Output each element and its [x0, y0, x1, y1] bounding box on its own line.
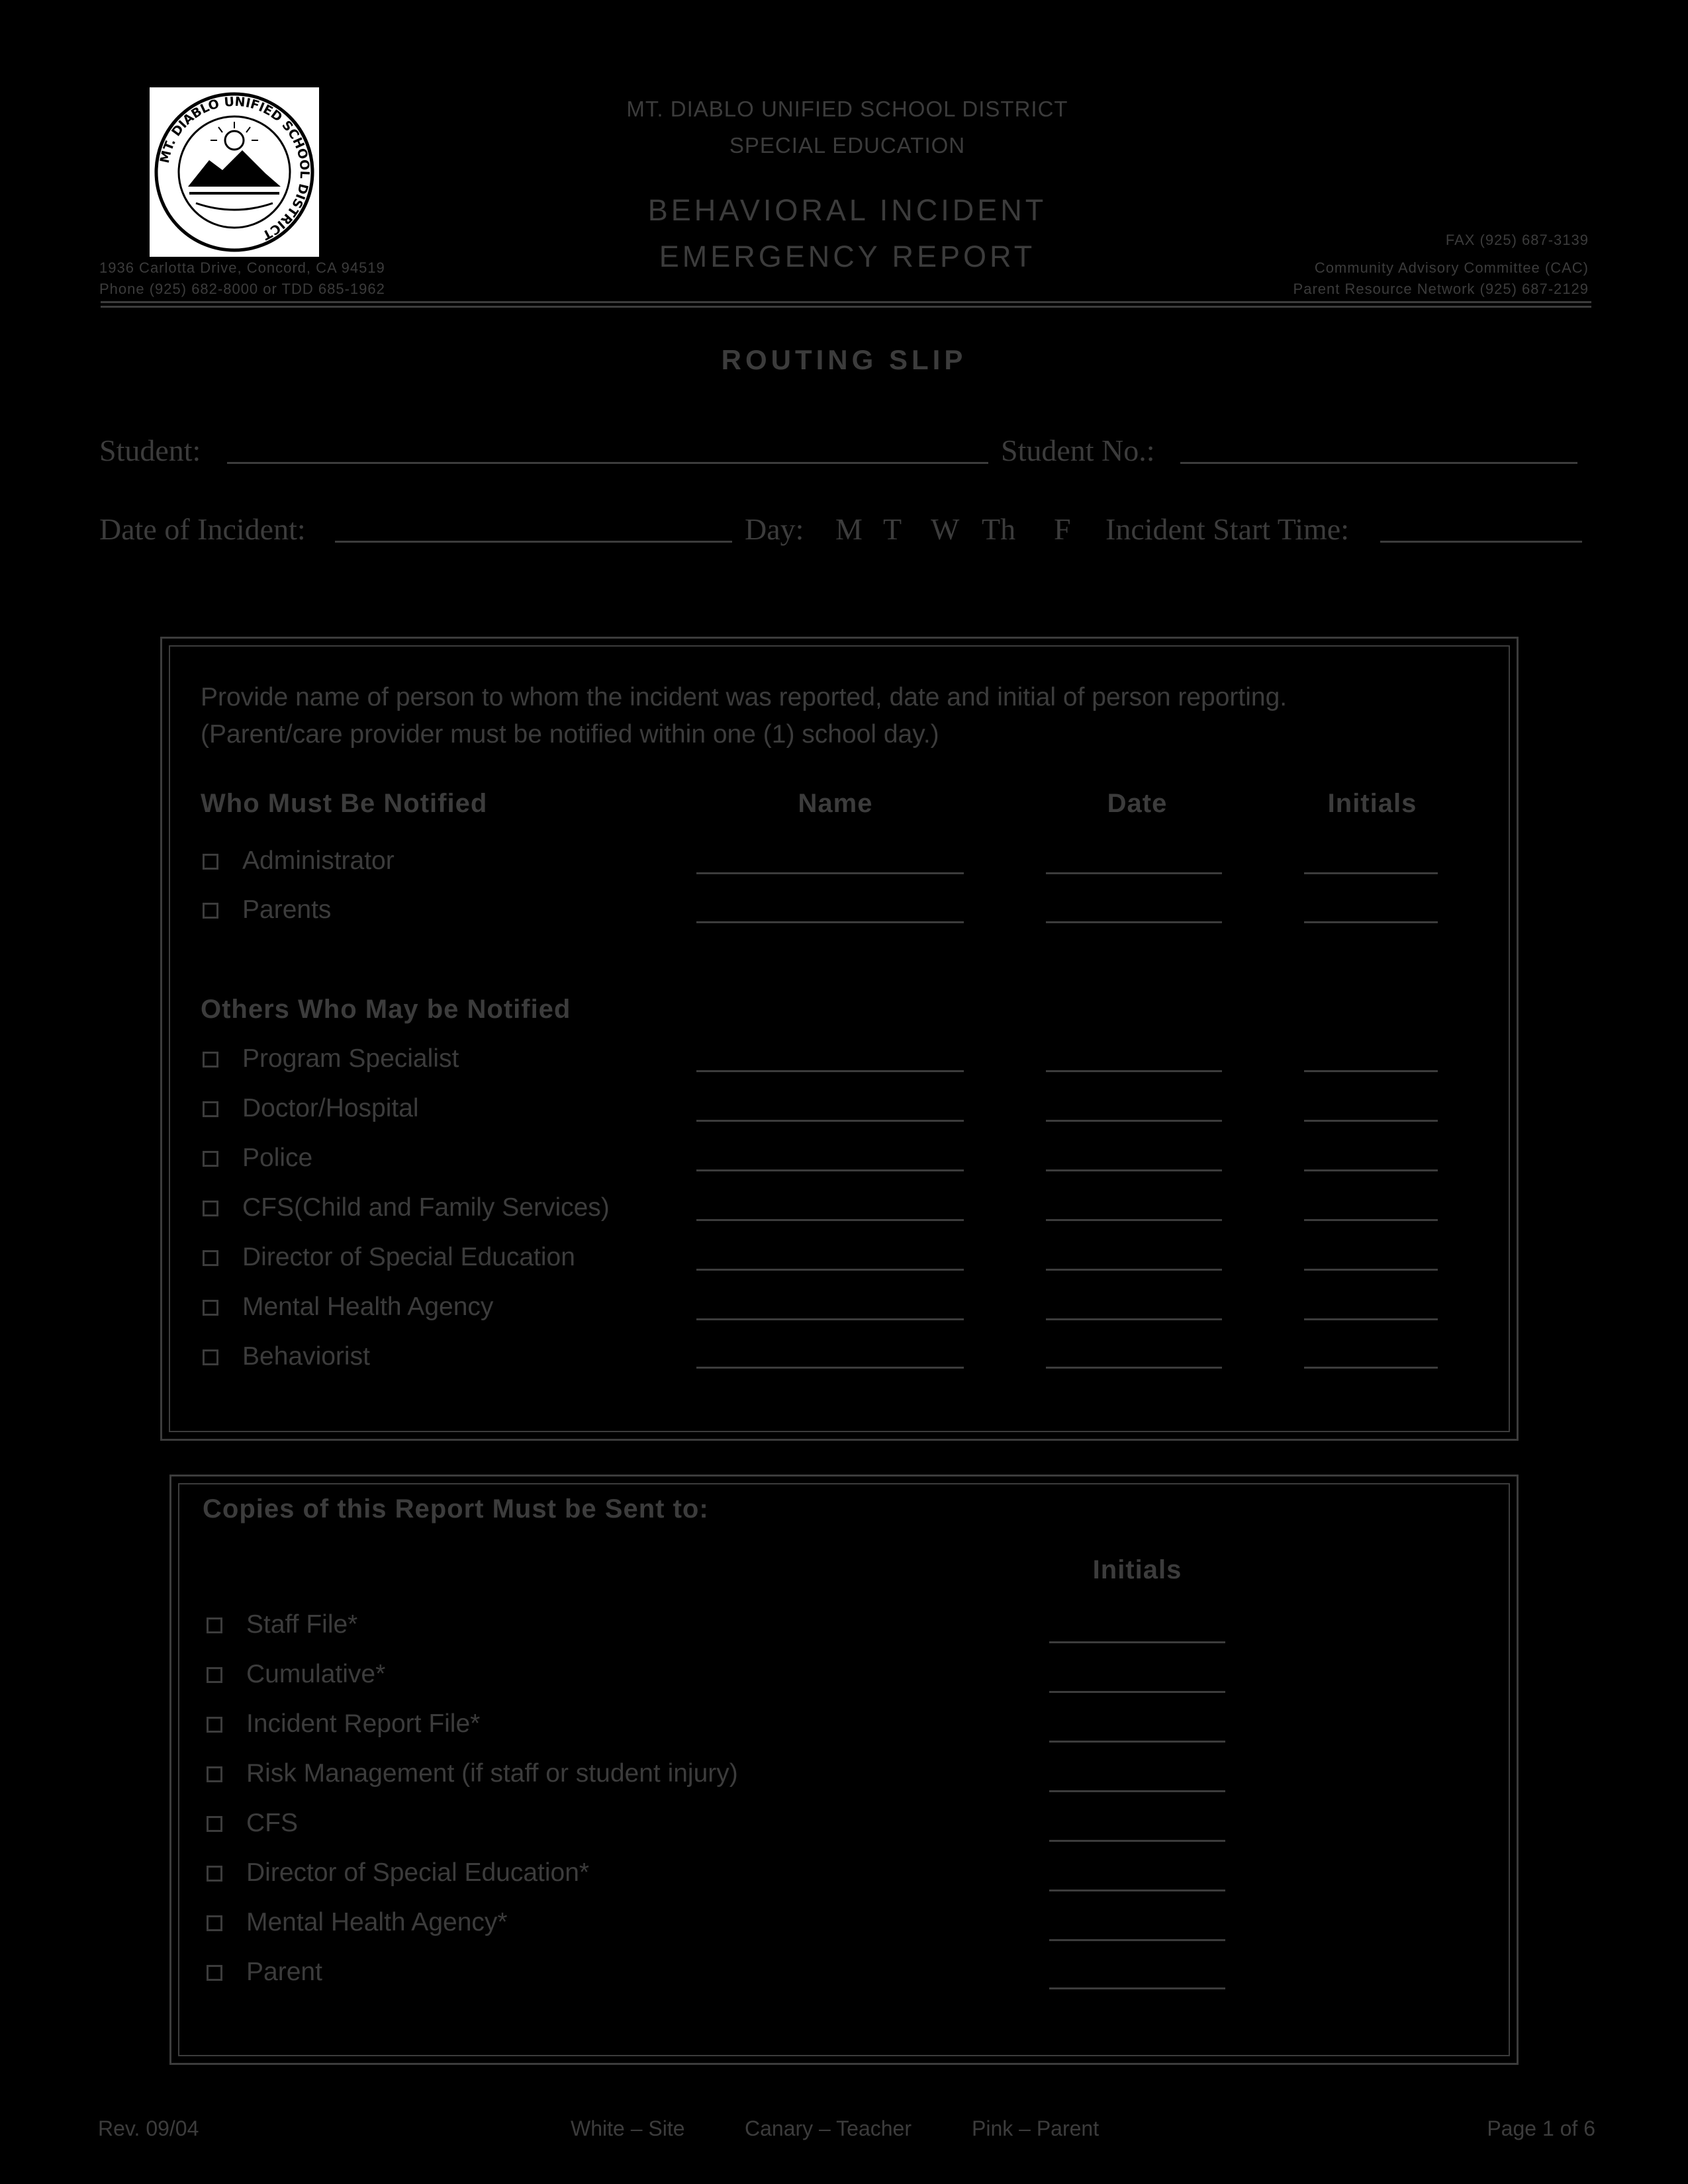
header-rule-bottom [101, 306, 1591, 308]
incident-start-time-field[interactable] [1380, 541, 1582, 543]
mental-health-initials-field[interactable] [1304, 1318, 1438, 1320]
report-title-line2: EMERGENCY REPORT [659, 240, 1036, 273]
checkbox-cumulative[interactable] [207, 1667, 222, 1683]
district-name: MT. DIABLO UNIFIED SCHOOL DISTRICT [626, 97, 1068, 121]
copy-pink-parent: Pink – Parent [972, 2116, 1100, 2140]
checkbox-copies-parent[interactable] [207, 1965, 222, 1981]
copies-label-mental-health: Mental Health Agency* [246, 1908, 508, 1936]
notify-label-doctor-hospital: Doctor/Hospital [242, 1094, 419, 1122]
checkbox-doctor-hospital[interactable] [203, 1101, 218, 1117]
police-name-field[interactable] [696, 1169, 964, 1171]
parent-resource-network: Parent Resource Network (925) 687-2129 [1293, 281, 1589, 297]
day-option-monday[interactable]: M [835, 512, 863, 546]
behaviorist-initials-field[interactable] [1304, 1367, 1438, 1369]
risk-management-initials-field[interactable] [1049, 1790, 1225, 1792]
director-initials-field[interactable] [1304, 1269, 1438, 1271]
col-who-must-be-notified: Who Must Be Notified [201, 789, 488, 818]
checkbox-cfs[interactable] [203, 1201, 218, 1216]
incident-start-time-label: Incident Start Time: [1105, 512, 1349, 546]
parents-name-field[interactable] [696, 921, 964, 923]
student-no-field[interactable] [1180, 462, 1577, 464]
behaviorist-name-field[interactable] [696, 1367, 964, 1369]
notify-label-director-special-education: Director of Special Education [242, 1243, 575, 1271]
day-label: Day: [745, 512, 804, 546]
copies-label-cfs: CFS [246, 1809, 298, 1837]
routing-slip-title: ROUTING SLIP [721, 344, 967, 375]
police-initials-field[interactable] [1304, 1169, 1438, 1171]
checkbox-parents[interactable] [203, 903, 218, 919]
day-option-thursday[interactable]: Th [982, 512, 1016, 546]
checkbox-mental-health-agency[interactable] [203, 1300, 218, 1316]
cfs-name-field[interactable] [696, 1219, 964, 1221]
checkbox-copies-director[interactable] [207, 1866, 222, 1882]
copies-col-initials: Initials [1092, 1555, 1182, 1584]
copy-canary-teacher: Canary – Teacher [745, 2116, 912, 2140]
copies-label-cumulative: Cumulative* [246, 1660, 386, 1688]
district-seal-logo [150, 87, 319, 257]
notify-label-administrator: Administrator [242, 846, 395, 875]
copies-label-parent: Parent [246, 1958, 322, 1986]
mental-health-date-field[interactable] [1046, 1318, 1222, 1320]
checkbox-incident-report-file[interactable] [207, 1717, 222, 1733]
cfs-initials-field[interactable] [1304, 1219, 1438, 1221]
others-heading: Others Who May be Notified [201, 995, 571, 1024]
col-initials: Initials [1327, 789, 1417, 818]
district-phone: Phone (925) 682-8000 or TDD 685-1962 [99, 281, 385, 297]
program-specialist-date-field[interactable] [1046, 1070, 1222, 1072]
notify-label-police: Police [242, 1144, 313, 1172]
copies-label-risk-management: Risk Management (if staff or student injury) [246, 1759, 738, 1788]
department-name: SPECIAL EDUCATION [729, 133, 966, 158]
administrator-initials-field[interactable] [1304, 872, 1438, 874]
notify-instruction-1: Provide name of person to whom the incident was reported, date and initial of person reporting. [201, 683, 1288, 711]
checkbox-program-specialist[interactable] [203, 1052, 218, 1068]
notify-label-cfs: CFS(Child and Family Services) [242, 1193, 610, 1222]
svg-text:MT. DIABLO UNIFIED SCHOOL DIST: MT. DIABLO UNIFIED SCHOOL DISTRICT [157, 94, 312, 243]
notify-label-parents: Parents [242, 895, 332, 924]
report-title-line1: BEHAVIORAL INCIDENT [647, 193, 1047, 227]
doctor-hospital-initials-field[interactable] [1304, 1120, 1438, 1122]
col-name: Name [798, 789, 873, 818]
checkbox-administrator[interactable] [203, 854, 218, 870]
district-fax: FAX (925) 687-3139 [1445, 232, 1589, 248]
copies-director-initials-field[interactable] [1049, 1889, 1225, 1891]
program-specialist-name-field[interactable] [696, 1070, 964, 1072]
cfs-date-field[interactable] [1046, 1219, 1222, 1221]
copies-mental-health-initials-field[interactable] [1049, 1939, 1225, 1941]
col-date: Date [1107, 789, 1168, 818]
administrator-name-field[interactable] [696, 872, 964, 874]
copies-label-incident-report-file: Incident Report File* [246, 1709, 481, 1738]
revision-label: Rev. 09/04 [98, 2116, 199, 2140]
student-label: Student: [99, 433, 201, 467]
cumulative-initials-field[interactable] [1049, 1691, 1225, 1693]
program-specialist-initials-field[interactable] [1304, 1070, 1438, 1072]
header-rule-top [101, 301, 1591, 303]
copies-cfs-initials-field[interactable] [1049, 1840, 1225, 1842]
date-of-incident-field[interactable] [335, 541, 732, 543]
district-address: 1936 Carlotta Drive, Concord, CA 94519 [99, 259, 385, 276]
page-number: Page 1 of 6 [1487, 2116, 1595, 2140]
director-date-field[interactable] [1046, 1269, 1222, 1271]
checkbox-copies-mental-health[interactable] [207, 1915, 222, 1931]
copies-label-director: Director of Special Education* [246, 1858, 590, 1887]
day-option-wednesday[interactable]: W [931, 512, 960, 546]
date-of-incident-label: Date of Incident: [99, 512, 306, 546]
copies-label-staff-file: Staff File* [246, 1610, 358, 1639]
copy-white-site: White – Site [571, 2116, 685, 2140]
doctor-hospital-name-field[interactable] [696, 1120, 964, 1122]
incident-report-file-initials-field[interactable] [1049, 1741, 1225, 1743]
behaviorist-date-field[interactable] [1046, 1367, 1222, 1369]
checkbox-risk-management[interactable] [207, 1766, 222, 1782]
checkbox-staff-file[interactable] [207, 1617, 222, 1633]
checkbox-director-special-education[interactable] [203, 1250, 218, 1266]
director-name-field[interactable] [696, 1269, 964, 1271]
day-option-friday[interactable]: F [1054, 512, 1071, 546]
doctor-hospital-date-field[interactable] [1046, 1120, 1222, 1122]
parents-initials-field[interactable] [1304, 921, 1438, 923]
checkbox-behaviorist[interactable] [203, 1349, 218, 1365]
checkbox-police[interactable] [203, 1151, 218, 1167]
notify-label-program-specialist: Program Specialist [242, 1044, 459, 1073]
cac-info: Community Advisory Committee (CAC) [1314, 259, 1589, 276]
copies-heading: Copies of this Report Must be Sent to: [203, 1494, 709, 1524]
administrator-date-field[interactable] [1046, 872, 1222, 874]
checkbox-copies-cfs[interactable] [207, 1816, 222, 1832]
parents-date-field[interactable] [1046, 921, 1222, 923]
notify-label-mental-health-agency: Mental Health Agency [242, 1293, 494, 1321]
student-no-label: Student No.: [1001, 433, 1155, 467]
student-field[interactable] [227, 462, 988, 464]
staff-file-initials-field[interactable] [1049, 1641, 1225, 1643]
notify-label-behaviorist: Behaviorist [242, 1342, 370, 1371]
mental-health-name-field[interactable] [696, 1318, 964, 1320]
notify-instruction-2: (Parent/care provider must be notified within one (1) school day.) [201, 720, 939, 749]
police-date-field[interactable] [1046, 1169, 1222, 1171]
copies-parent-initials-field[interactable] [1049, 1987, 1225, 1989]
day-option-tuesday[interactable]: T [883, 512, 902, 546]
